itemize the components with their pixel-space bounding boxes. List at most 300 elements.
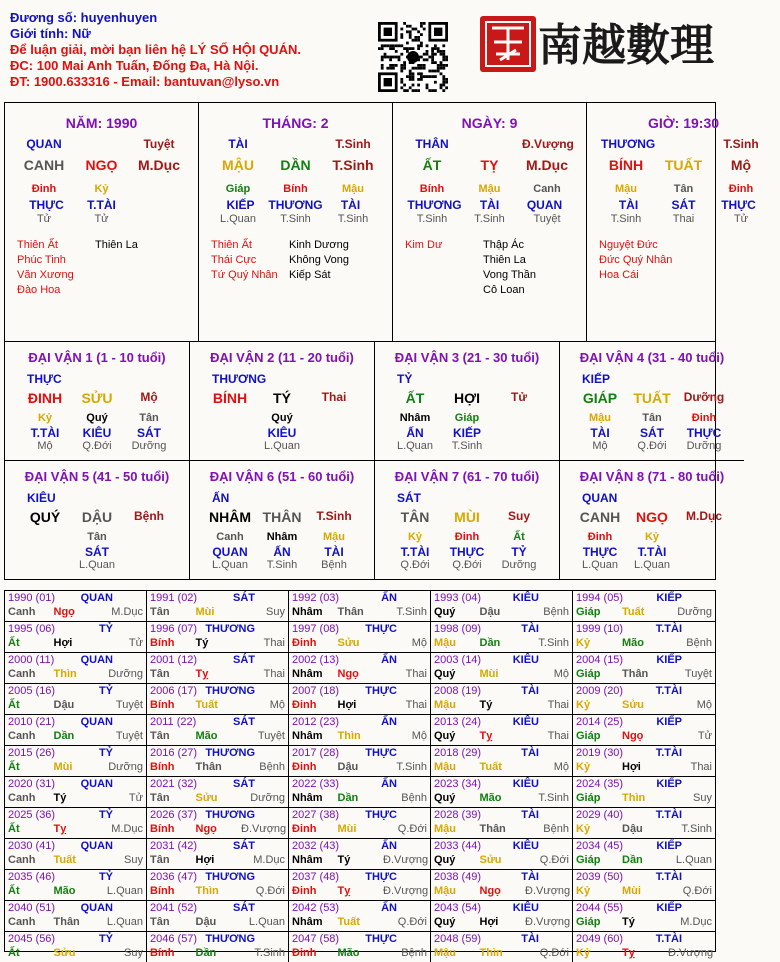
year-top-row xyxy=(150,809,285,823)
cycle-stage-cell: T.Sinh xyxy=(266,558,298,571)
year-god: T.TÀI xyxy=(655,747,682,759)
cycle-main-cell: SỬU xyxy=(81,390,113,406)
cycle-hg-cell: THỰC xyxy=(449,544,485,559)
year-stage: Đ.Vượng xyxy=(668,947,714,959)
year-god: TỶ xyxy=(98,809,113,821)
cycle-stage-cell xyxy=(204,440,256,454)
cycle-title: ĐẠI VẬN 8 (71 - 80 tuổi) xyxy=(579,468,725,484)
year-god: TỶ xyxy=(98,933,113,945)
year-bottom-row xyxy=(576,823,712,837)
year-bottom-row xyxy=(576,854,712,868)
year-cell xyxy=(147,591,289,622)
star-item: Thiên La xyxy=(95,239,138,251)
year-label: 2047 (58) xyxy=(292,933,340,945)
year-label: 2039 (50) xyxy=(576,871,624,883)
cycle-hg-cell: SÁT xyxy=(85,544,109,559)
year-god: KIÊU xyxy=(512,902,539,914)
stem-god-row-cell: Đ.Vượng xyxy=(522,137,574,151)
cycle-hg-cell: TÀI xyxy=(590,426,610,440)
year-god: TỶ xyxy=(98,685,113,697)
year-stage: Đ.Vượng xyxy=(241,823,287,835)
year-cell xyxy=(573,684,715,715)
pillar-title: NĂM: 1990 xyxy=(65,115,138,131)
year-stem: Giáp xyxy=(576,854,601,866)
year-stem: Nhâm xyxy=(292,854,323,866)
year-bottom-row xyxy=(8,637,143,651)
year-god: ẤN xyxy=(381,778,397,790)
year-stem: Quý xyxy=(434,854,456,866)
cycle-hidden-cell: Đinh xyxy=(691,412,717,424)
year-top-row xyxy=(434,902,569,916)
cycle-hg-cell: TÀI xyxy=(324,544,344,559)
year-stem: Canh xyxy=(8,792,36,804)
year-cell xyxy=(147,653,289,684)
stem-branch-row xyxy=(5,157,198,177)
cycle-hg-cell: TỶ xyxy=(511,544,527,559)
year-label: 2036 (47) xyxy=(150,871,198,883)
year-stage: Tử xyxy=(128,792,143,804)
year-stem: Nhâm xyxy=(292,606,323,618)
cycle-main-cell: Dưỡng xyxy=(683,390,725,404)
year-god: ẤN xyxy=(381,840,397,852)
cycle-hidden-cell: Mậu xyxy=(589,412,611,424)
year-cell xyxy=(289,653,431,684)
cycle-stem-branch xyxy=(190,390,374,410)
hidden-stems-row xyxy=(199,183,392,198)
year-stem: Tân xyxy=(150,606,170,618)
year-god: ẤN xyxy=(381,716,397,728)
year-label: 2033 (44) xyxy=(434,840,482,852)
cycle-hidden-cell: Giáp xyxy=(454,412,480,424)
year-stem: Quý xyxy=(434,916,456,928)
cycle-hidden-cell: Tân xyxy=(642,412,662,424)
year-top-row xyxy=(8,778,143,792)
year-branch: Tuất xyxy=(479,761,502,773)
year-cell xyxy=(5,808,147,839)
year-god: KIẾP xyxy=(656,840,682,852)
cycle-hidden-stems xyxy=(375,412,559,426)
year-label: 1998 (09) xyxy=(434,623,482,635)
year-stem: Nhâm xyxy=(292,792,323,804)
year-bottom-row xyxy=(576,916,712,930)
year-god: T.TÀI xyxy=(655,623,682,635)
hidden-stems-row xyxy=(5,183,198,198)
cycle-hidden-cell: Nhâm xyxy=(266,530,298,543)
year-cell xyxy=(431,839,573,870)
year-god: KIẾP xyxy=(656,592,682,604)
cycle-hidden-cell xyxy=(678,531,730,545)
life-stages-row-cell: Thai xyxy=(672,213,695,225)
cycle-hidden-cell xyxy=(204,412,256,426)
year-cell xyxy=(289,746,431,777)
year-bottom-row xyxy=(8,854,143,868)
cycle-hidden-cell: Kỷ xyxy=(407,530,423,543)
cycle-stem-god: ẤN xyxy=(212,490,230,505)
cycle-hidden-cell xyxy=(493,412,545,426)
year-stem: Đinh xyxy=(292,699,317,711)
year-god: SÁT xyxy=(233,778,255,790)
star-item: Tứ Quý Nhân xyxy=(211,269,278,281)
year-bottom-row xyxy=(150,854,285,868)
year-branch: Hợi xyxy=(53,637,73,649)
header-line: ĐT: 1900.633316 - Email: bantuvan@lyso.vn xyxy=(10,74,280,89)
year-stem: Mậu xyxy=(434,699,456,711)
year-god: KIẾP xyxy=(656,778,682,790)
year-label: 2008 (19) xyxy=(434,685,482,697)
stem-branch-row-cell: TUẤT xyxy=(664,157,703,173)
year-branch: Tý xyxy=(622,916,635,928)
cycle-stem-branch xyxy=(375,509,559,529)
year-label: 2005 (16) xyxy=(8,685,56,697)
cycle-stem-god: QUAN xyxy=(582,490,618,505)
year-cell xyxy=(5,622,147,653)
year-god: THỰC xyxy=(365,685,397,697)
cycle-hidden-gods xyxy=(190,545,374,559)
stem-god-row-cell xyxy=(465,137,515,157)
year-stem: Canh xyxy=(8,730,36,742)
cycle-hg-cell: T.TÀI xyxy=(637,544,667,559)
year-stage: Thai xyxy=(263,637,285,649)
cycle-hidden-stems xyxy=(190,412,374,426)
cycle-main-cell: ĐINH xyxy=(27,390,63,406)
cycle-stage-cell xyxy=(308,440,360,454)
cycle-main-cell: HỢI xyxy=(454,390,480,406)
year-stage: T.Sinh xyxy=(396,606,427,618)
year-branch: Tỵ xyxy=(195,668,209,680)
year-label: 2048 (59) xyxy=(434,933,482,945)
year-top-row xyxy=(8,809,143,823)
hidden-gods-row-cell: THỰC xyxy=(721,198,756,212)
year-god: QUAN xyxy=(80,902,113,914)
life-stages-row-cell: T.Sinh xyxy=(610,213,642,225)
year-cell xyxy=(5,932,147,962)
hidden-stems-row-cell: Canh xyxy=(533,183,561,195)
star-item: Vong Thần xyxy=(483,269,537,281)
cycle-hg-cell: QUAN xyxy=(212,544,248,559)
header-info xyxy=(10,10,301,90)
cycle-title: ĐẠI VẬN 4 (31 - 40 tuổi) xyxy=(579,350,725,365)
year-stem: Ất xyxy=(8,885,20,897)
year-top-row xyxy=(150,871,285,885)
year-stage: Tuyệt xyxy=(115,730,143,742)
year-stem: Kỷ xyxy=(576,823,591,835)
cycle-hidden-stems xyxy=(375,531,559,545)
year-label: 2007 (18) xyxy=(292,685,340,697)
year-bottom-row xyxy=(150,606,285,620)
year-god: THƯƠNG xyxy=(205,933,255,945)
year-stage: M.Dục xyxy=(680,916,712,928)
stem-god-row xyxy=(393,137,586,157)
year-stem: Canh xyxy=(8,916,36,928)
cycle-stage-cell: L.Quan xyxy=(78,558,116,571)
stem-branch-row-cell: ẤT xyxy=(422,157,442,173)
cycle-stage-cell xyxy=(493,440,545,454)
life-stages-row-cell: T.Sinh xyxy=(337,213,369,225)
qr-code-icon xyxy=(378,22,448,92)
hidden-gods-row-cell xyxy=(129,198,184,213)
year-stage: M.Dục xyxy=(111,606,143,618)
year-stage: Thai xyxy=(263,668,285,680)
year-cell xyxy=(5,901,147,932)
year-cell xyxy=(573,591,715,622)
cycle-stages xyxy=(375,440,559,454)
year-stem: Giáp xyxy=(576,792,601,804)
year-bottom-row xyxy=(150,916,285,930)
year-label: 2013 (24) xyxy=(434,716,482,728)
year-bottom-row xyxy=(150,730,285,744)
year-stem: Tân xyxy=(150,916,170,928)
year-stage: Q.Đới xyxy=(539,947,569,959)
year-stage: Thai xyxy=(547,699,569,711)
cycle-main-cell: BÍNH xyxy=(212,390,248,406)
year-stem: Nhâm xyxy=(292,916,323,928)
year-label: 2014 (25) xyxy=(576,716,624,728)
year-top-row xyxy=(292,840,427,854)
cycle-main-cell: DẬU xyxy=(81,508,113,525)
year-top-row xyxy=(8,592,143,606)
year-god: SÁT xyxy=(233,654,255,666)
life-stages-row xyxy=(393,213,586,228)
cycle-hidden-gods xyxy=(560,426,744,440)
year-stage: Dưỡng xyxy=(677,606,712,618)
year-god: TỶ xyxy=(98,623,113,635)
year-top-row xyxy=(150,840,285,854)
year-god: THƯƠNG xyxy=(205,747,255,759)
year-god: TÀI xyxy=(521,871,539,883)
year-branch: Tý xyxy=(337,854,351,866)
year-stage: Bệnh xyxy=(401,947,427,959)
cycle-hidden-cell: Quý xyxy=(271,412,293,424)
cycle-stage-cell: T.Sinh xyxy=(451,440,483,452)
cycle-main-cell: NHÂM xyxy=(209,508,251,525)
year-top-row xyxy=(434,623,569,637)
year-bottom-row xyxy=(434,916,569,930)
year-label: 2002 (13) xyxy=(292,654,340,666)
cycle-hidden-gods xyxy=(560,545,744,559)
year-branch: Hợi xyxy=(195,854,215,866)
year-cell xyxy=(147,932,289,962)
year-label: 2037 (48) xyxy=(292,871,340,883)
year-top-row xyxy=(576,747,712,761)
hidden-gods-row-cell: TÀI xyxy=(618,198,639,212)
year-top-row xyxy=(8,871,143,885)
great-cycle xyxy=(5,342,190,461)
stem-branch-row-cell: Mộ xyxy=(730,157,752,173)
year-branch: Tỵ xyxy=(337,885,351,897)
year-god: KIÊU xyxy=(512,840,539,852)
year-god: TÀI xyxy=(521,747,539,759)
year-label: 2030 (41) xyxy=(8,840,56,852)
year-bottom-row xyxy=(434,699,569,713)
hidden-stems-row-cell: Bính xyxy=(419,183,445,195)
year-bottom-row xyxy=(8,606,143,620)
year-stage: Tử xyxy=(697,730,712,742)
year-branch: Hợi xyxy=(337,699,357,711)
year-stem: Đinh xyxy=(292,761,317,773)
year-cell xyxy=(147,715,289,746)
year-top-row xyxy=(150,933,285,947)
year-branch: Thân xyxy=(195,761,222,773)
pillar-column xyxy=(587,103,780,341)
year-god: KIẾP xyxy=(656,716,682,728)
year-label: 2011 (22) xyxy=(150,716,197,728)
year-branch: Tuất xyxy=(337,916,360,928)
cycle-hg-cell: T.TÀI xyxy=(400,544,430,559)
year-branch: Tuất xyxy=(53,854,76,866)
year-top-row xyxy=(576,809,712,823)
life-stages-row-cell: T.Sinh xyxy=(474,213,505,225)
cycle-stage-cell: Mộ xyxy=(592,440,608,452)
cycle-stem-branch xyxy=(560,390,744,410)
cycle-stem-god: THỰC xyxy=(27,372,62,386)
year-top-row xyxy=(292,933,427,947)
year-branch: Tý xyxy=(53,792,67,804)
year-bottom-row xyxy=(576,730,712,744)
year-cell xyxy=(431,653,573,684)
year-stage: Q.Đới xyxy=(397,916,427,928)
year-branch: Dậu xyxy=(622,823,643,835)
year-bottom-row xyxy=(292,792,427,806)
year-god: TÀI xyxy=(521,623,539,635)
year-label: 1992 (03) xyxy=(292,592,340,604)
year-cell xyxy=(147,622,289,653)
cycle-hidden-gods xyxy=(5,426,189,440)
year-top-row xyxy=(8,933,143,947)
cycle-stem-branch xyxy=(5,390,189,410)
year-label: 2049 (60) xyxy=(576,933,624,945)
cycle-hg-cell xyxy=(204,426,256,440)
year-branch: Thìn xyxy=(479,947,503,959)
year-bottom-row xyxy=(292,637,427,651)
cycle-main-cell: Tử xyxy=(510,390,528,404)
year-cell xyxy=(573,901,715,932)
cycle-stages xyxy=(190,559,374,573)
year-stem: Bính xyxy=(150,637,175,649)
star-item: Nguyệt Đức xyxy=(599,239,658,251)
year-bottom-row xyxy=(292,606,427,620)
year-stem: Quý xyxy=(434,606,456,618)
year-label: 2023 (34) xyxy=(434,778,482,790)
year-stem: Tân xyxy=(150,730,170,742)
year-bottom-row xyxy=(576,606,712,620)
year-top-row xyxy=(8,685,143,699)
year-label: 2021 (32) xyxy=(150,778,198,790)
cycle-stages xyxy=(560,440,744,454)
year-bottom-row xyxy=(150,823,285,837)
year-top-row xyxy=(434,809,569,823)
year-stem: Ất xyxy=(8,637,20,649)
year-bottom-row xyxy=(150,668,285,682)
year-top-row xyxy=(576,871,712,885)
year-label: 2022 (33) xyxy=(292,778,340,790)
stem-branch-row-cell: CANH xyxy=(23,157,65,173)
year-top-row xyxy=(292,716,427,730)
cycle-stage-cell: Dưỡng xyxy=(131,440,167,452)
year-top-row xyxy=(292,623,427,637)
star-item: Thiên Ất xyxy=(17,239,58,251)
stem-branch-row-cell: TỴ xyxy=(480,157,499,173)
year-top-row xyxy=(8,902,143,916)
year-bottom-row xyxy=(292,699,427,713)
year-cell xyxy=(289,622,431,653)
pillar-title: GIỜ: 19:30 xyxy=(647,115,720,131)
year-bottom-row xyxy=(434,730,569,744)
year-god: TỶ xyxy=(98,747,113,759)
year-god: SÁT xyxy=(233,592,255,604)
hidden-stems-row-cell: Giáp xyxy=(225,183,251,195)
hidden-stems-row-cell: Tân xyxy=(673,183,694,195)
bad-stars xyxy=(677,238,755,283)
year-branch: Thìn xyxy=(53,668,77,680)
stem-branch-row-cell: M.Dục xyxy=(526,157,568,173)
year-stage: Suy xyxy=(124,947,143,959)
life-stages-row-cell: Tử xyxy=(94,213,109,225)
year-cell xyxy=(431,591,573,622)
year-god: T.TÀI xyxy=(655,871,682,883)
cycle-stem-branch xyxy=(190,509,374,529)
year-label: 2019 (30) xyxy=(576,747,624,759)
year-branch: Tý xyxy=(479,699,493,711)
year-stem: Nhâm xyxy=(292,730,323,742)
cycle-stage-cell: Q.Đới xyxy=(637,440,667,452)
year-bottom-row xyxy=(150,947,285,961)
year-top-row xyxy=(150,685,285,699)
cycle-stage-cell: Mộ xyxy=(37,440,53,452)
year-cell xyxy=(5,777,147,808)
hidden-gods-row xyxy=(393,198,586,213)
cycle-main-cell: Suy xyxy=(507,508,530,523)
star-item: Thái Cực xyxy=(211,254,257,266)
year-label: 2032 (43) xyxy=(292,840,340,852)
year-branch: Sửu xyxy=(53,947,76,959)
cycle-stages xyxy=(5,440,189,454)
year-god: THƯƠNG xyxy=(205,685,255,697)
year-stem: Quý xyxy=(434,730,456,742)
year-god: THỰC xyxy=(365,933,397,945)
stem-god-row-cell: T.Sinh xyxy=(335,137,371,151)
year-top-row xyxy=(576,840,712,854)
great-cycle xyxy=(190,342,375,461)
year-stage: Bệnh xyxy=(543,823,569,835)
year-branch: Thìn xyxy=(622,792,646,804)
year-branch: Tỵ xyxy=(479,730,493,742)
year-stem: Canh xyxy=(8,854,36,866)
year-branch: Tỵ xyxy=(53,823,67,835)
year-bottom-row xyxy=(434,823,569,837)
great-cycle xyxy=(5,461,190,580)
year-cell xyxy=(289,777,431,808)
year-stage: Bệnh xyxy=(686,637,712,649)
year-label: 2020 (31) xyxy=(8,778,56,790)
year-branch: Sửu xyxy=(337,637,360,649)
year-label: 2006 (17) xyxy=(150,685,198,697)
cycle-stage-cell xyxy=(678,559,730,573)
cycle-stem-god: THƯƠNG xyxy=(212,372,267,386)
cycle-stage-cell: L.Quan xyxy=(581,558,619,571)
year-stem: Quý xyxy=(434,792,456,804)
year-god: KIÊU xyxy=(512,716,539,728)
star-item: Thiên La xyxy=(483,254,526,266)
cycle-hg-cell xyxy=(19,545,71,559)
year-top-row xyxy=(434,747,569,761)
year-bottom-row xyxy=(292,730,427,744)
year-stage: T.Sinh xyxy=(396,761,427,773)
cycle-hg-cell xyxy=(678,545,730,559)
cycle-hg-cell: KIÊU xyxy=(82,426,112,440)
year-stage: Q.Đới xyxy=(539,854,569,866)
hidden-stems-row xyxy=(393,183,586,198)
year-stage: L.Quan xyxy=(106,916,143,928)
